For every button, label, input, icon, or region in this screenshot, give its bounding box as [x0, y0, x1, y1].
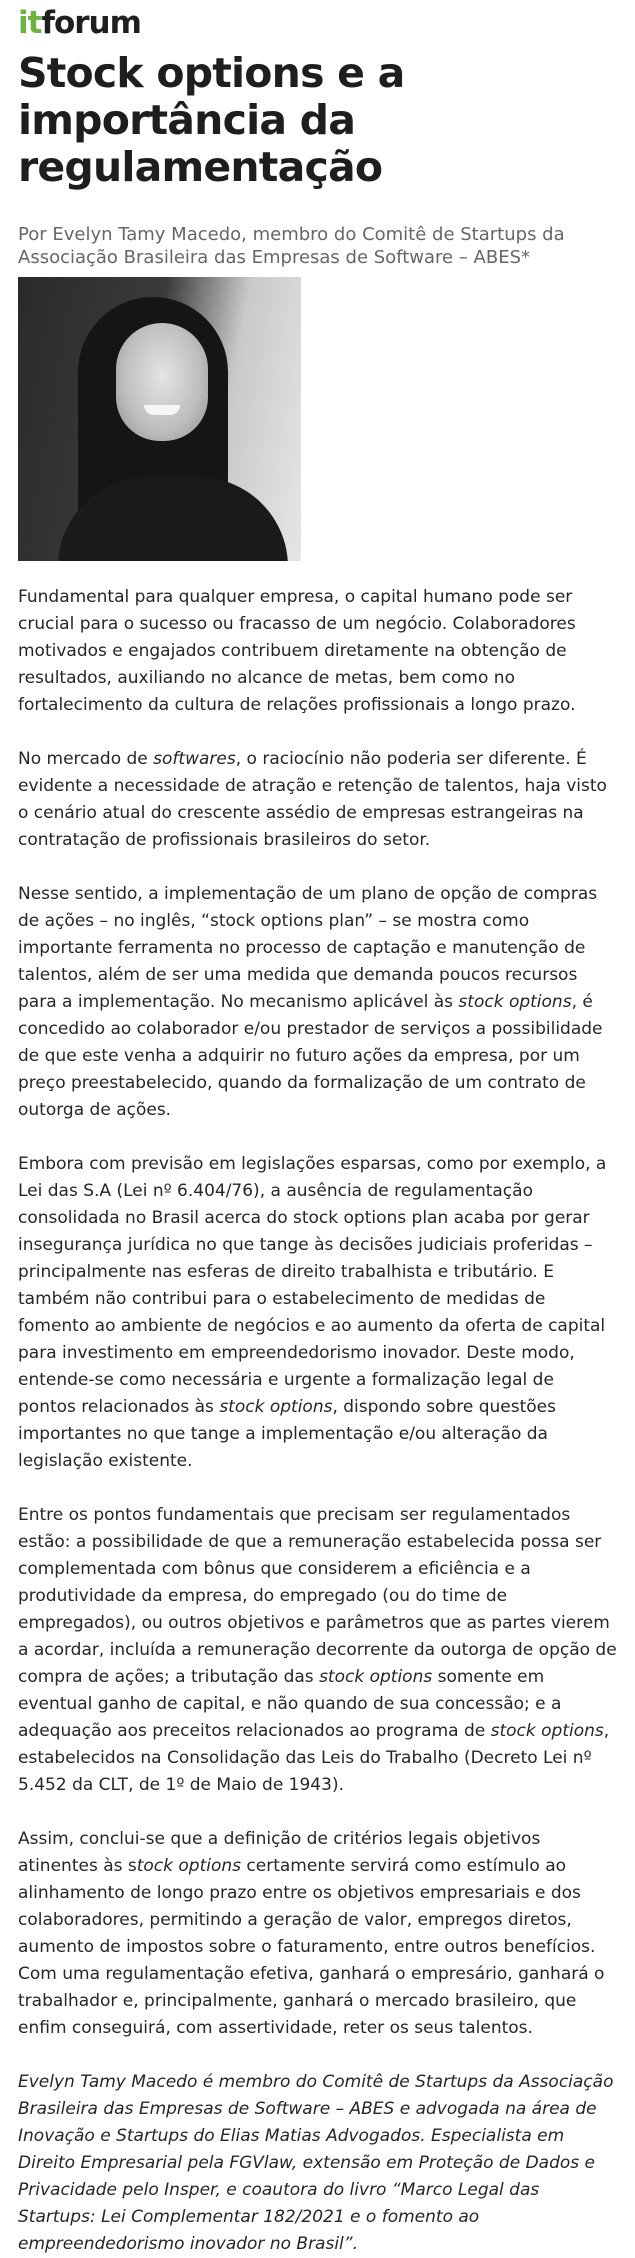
paragraph-4-text-a: Embora com previsão em legislações esparsas, como por exemplo, a Lei das S.A (Lei nº 6.404/76), a ausência de regulamentação consolidada no Brasil acerca do stock options plan acaba por gerar insegurança jurídica no que tange às decisões judiciais proferidas – principalmente nas esferas de direito trabalhista e tributário. E também não contribui para o estabelecimento de medidas de fomento ao ambiente de negócios e ao aumento da oferta de capital para investimento em empreendedorismo inovador. Deste modo, entende-se como necessária e urgente a formalização legal de pontos relacionados às [18, 1154, 607, 1417]
paragraph-2-italic: softwares [153, 749, 236, 769]
paragraph-5-italic-1: stock options [319, 1667, 433, 1687]
logo-forum-text: forum [41, 5, 141, 41]
paragraph-5-text-c: somente em eventual ganho de capital, e não quando de sua concessão; e a adequação aos preceitos relacionados ao programa de [18, 1667, 562, 1741]
paragraph-3-italic: stock options [458, 992, 572, 1012]
paragraph-4 [18, 1151, 617, 1475]
article-byline: Por Evelyn Tamy Macedo, membro do Comitê de Startups da Associação Brasileira das Empresas de Software – ABES* [18, 224, 565, 268]
paragraph-3 [18, 881, 617, 1124]
author-bio: Evelyn Tamy Macedo é membro do Comitê de Startups da Associação Brasileira das Empresas de Software – ABES e advogada na área de Inovação e Startups do Elias Matias Advogados. Especialista em Direito Empresarial pela FGVlaw, extensão em Proteção de Dados e Privacidade pelo Insper, e coautora do livro “Marco Legal das Startups: Lei Complementar 182/2021 e o fomento ao empreendedorismo inovador no Brasil”. [18, 2072, 614, 2254]
paragraph-6 [18, 1826, 617, 2042]
paragraph-5 [18, 1502, 617, 1799]
paragraph-2 [18, 746, 617, 854]
paragraph-2-text-a: No mercado de [18, 749, 154, 769]
photo-face [116, 323, 208, 441]
site-logo[interactable] [18, 0, 617, 40]
author-photo [18, 277, 301, 561]
paragraph-4-text-c: , dispondo sobre questões importantes no que tange a implementação e/ou alteração da legislação existente. [18, 1397, 556, 1471]
paragraph-6-italic: tock options [136, 1856, 242, 1876]
paragraph-3-text-c: , é concedido ao colaborador e/ou prestador de serviços a possibilidade de que este venha a adquirir no futuro ações da empresa, por um preço preestabelecido, quando da formalização de um contrato de outorga de ações. [18, 992, 603, 1120]
paragraph-6-text-c: certamente servirá como estímulo ao alinhamento de longo prazo entre os objetivos empresariais e dos colaboradores, permitindo a geração de valor, empregos diretos, aumento de impostos sobre o faturamento, entre outros benefícios. Com uma regulamentação efetiva, ganhará o empresário, ganhará o trabalhador e, principalmente, ganhará o mercado brasileiro, que enfim conseguirá, com assertividade, reter os seus talentos. [18, 1856, 605, 2038]
logo-it-text: it [18, 5, 42, 41]
paragraph-5-text-e: , estabelecidos na Consolidação das Leis do Trabalho (Decreto Lei nº 5.452 da CLT, de 1º de Maio de 1943). [18, 1721, 610, 1795]
photo-smile [144, 405, 180, 415]
paragraph-1: Fundamental para qualquer empresa, o capital humano pode ser crucial para o sucesso ou fracasso de um negócio. Colaboradores motivados e engajados contribuem diretamente na obtenção de resultados, auxiliando no alcance de metas, bem como no fortalecimento da cultura de relações profissionais a longo prazo. [18, 587, 576, 715]
paragraph-5-italic-2: stock options [490, 1721, 604, 1741]
paragraph-3-text-a: Nesse sentido, a implementação de um plano de opção de compras de ações – no inglês, “stock options plan” – se mostra como importante ferramenta no processo de captação e manutenção de talentos, além de ser uma medida que demanda poucos recursos para a implementação. No mecanismo aplicável às [18, 884, 598, 1012]
paragraph-2-text-c: , o raciocínio não poderia ser diferente. É evidente a necessidade de atração e retenção de talentos, haja visto o cenário atual do crescente assédio de empresas estrangeiras na contratação de profissionais brasileiros do setor. [18, 749, 607, 850]
paragraph-4-italic: stock options [219, 1397, 333, 1417]
article-body [18, 584, 617, 2258]
paragraph-6-text-a: Assim, conclui-se que a definição de critérios legais objetivos atinentes às s [18, 1829, 541, 1876]
article-title: Stock options e a importância da regulamentação [18, 49, 405, 191]
paragraph-5-text-a: Entre os pontos fundamentais que precisam ser regulamentados estão: a possibilidade de que a remuneração estabelecida possa ser complementada com bônus que considerem a eficiência e a produtividade da empresa, do empregado (ou do time de empregados), ou outros objetivos e parâmetros que as partes vierem a acordar, incluída a remuneração decorrente da outorga de opção de compra de ações; a tributação das [18, 1505, 617, 1687]
